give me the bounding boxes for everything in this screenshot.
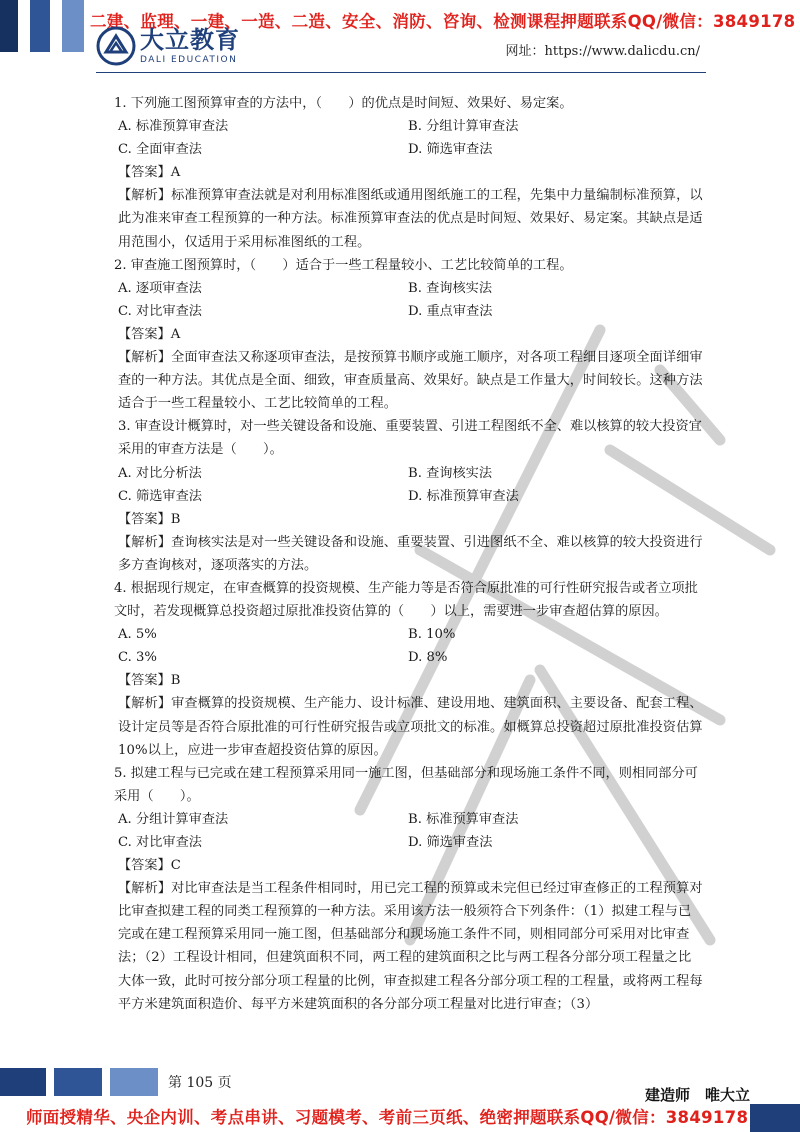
option-d: D. 标准预算审查法: [408, 488, 519, 504]
option-a: A. 分组计算审查法: [118, 811, 229, 827]
option-b: B. 查询核实法: [408, 280, 493, 296]
footer-block: [0, 1068, 46, 1096]
question-4: [114, 577, 704, 762]
option-c: C. 对比审查法: [118, 835, 202, 850]
header-divider: [96, 72, 706, 73]
option-d: D. 重点审查法: [408, 303, 493, 319]
answer: 【答案】B: [118, 511, 181, 527]
footer-block: [110, 1068, 158, 1096]
explanation: 【解析】标准预算审查法就是对利用标准图纸或通用图纸施工的工程，先集中力量编制标准预算，以此为准来审查工程预算的一种方法。标准预算审查法的优点是时间短、效果好、易定案。其缺点是适用范围小，仅适用于采用标准图纸的工程。: [118, 188, 703, 250]
question-stem: 3. 审查设计概算时，对一些关键设备和设施、重要装置、引进工程图纸不全、难以核算的较大投资宜采用的审查方法是（ ）。: [118, 419, 702, 458]
website-url[interactable]: 网址：https://www.dalicdu.cn/: [505, 44, 700, 59]
option-b: B. 标准预算审查法: [408, 811, 519, 827]
footer-corner-block: [750, 1104, 800, 1132]
option-a: A. 标准预算审查法: [118, 119, 229, 135]
dali-logo-icon: [96, 26, 136, 66]
option-c: C. 3%: [118, 650, 157, 666]
question-1: [114, 92, 704, 254]
top-contact-banner: 二建、监理、一建、一造、二造、安全、消防、咨询、检测课程押题联系QQ/微信：3849178: [90, 12, 796, 31]
question-stem: 2. 审查施工图预算时，（ ）适合于一些工程量较小、工艺比较简单的工程。: [114, 257, 573, 273]
logo-english-name: DALI EDUCATION: [140, 55, 238, 65]
options: [114, 623, 704, 669]
question-5: [114, 762, 704, 1016]
footer-block: [54, 1068, 102, 1096]
bottom-contact-banner: 师面授精华、央企内训、考点串讲、习题模考、考前三页纸、绝密押题联系QQ/微信：3849178: [26, 1108, 749, 1127]
answer: 【答案】A: [118, 326, 181, 342]
question-content: [114, 92, 704, 1016]
question-stem: 4. 根据现行规定，在审查概算的投资规模、生产能力等是否符合原批准的可行性研究报告或者立项批文时，若发现概算总投资超过原批准投资估算的（ ）以上，需要进一步审查超估算的原因。: [114, 580, 698, 620]
option-d: D. 筛选审查法: [408, 835, 493, 850]
options: [114, 115, 704, 161]
logo-text: [140, 26, 240, 66]
options: [114, 808, 704, 854]
question-3: [114, 415, 704, 577]
explanation: 【解析】查询核实法是对一些关键设备和设施、重要装置、引进图纸不全、难以核算的较大投资进行多方查询核对，逐项落实的方法。: [118, 534, 703, 573]
explanation: 【解析】全面审查法又称逐项审查法，是按预算书顺序或施工顺序，对各项工程细目逐项全面详细审查的一种方法。其优点是全面、细致，审查质量高、效果好。缺点是工作量大，时间较长。这种方法适合于一些工程量较小、工艺比较简单的工程。: [118, 350, 703, 412]
answer: 【答案】B: [118, 673, 181, 689]
page-number: 第 105 页: [168, 1075, 232, 1091]
footer-slogan: 建造师 唯大立: [644, 1086, 750, 1104]
option-c: C. 对比审查法: [118, 303, 202, 319]
answer: 【答案】A: [118, 165, 181, 181]
question-stem: 5. 拟建工程与已完或在建工程预算采用同一施工图，但基础部分和现场施工条件不同，则相同部分可采用（ ）。: [114, 765, 698, 804]
explanation: 【解析】对比审查法是当工程条件相同时，用已完工程的预算或未完但已经过审查修正的工程预算对比审查拟建工程的同类工程预算的一种方法。采用该方法一般须符合下列条件：（1）拟建工程与已完或在建工程预算采用同一施工图，但基础部分和现场施工条件不同，则相同部分可采用对比审查法；（2）工程设计相同，但建筑面积不同，两工程的建筑面积之比与两工程各分部分项工程量之比大体一致，此时可按分部分项工程量的比例，审查拟建工程各分部分项工程的工程量，或将两工程每平方米建筑面积造价、每平方米建筑面积的各分部分项工程量对比进行审查；（3）: [118, 881, 703, 1012]
options: [114, 462, 704, 508]
option-a: A. 5%: [118, 627, 157, 643]
option-d: D. 筛选审查法: [408, 142, 493, 158]
answer: 【答案】C: [118, 858, 181, 874]
option-b: B. 查询核实法: [408, 465, 493, 481]
option-b: B. 分组计算审查法: [408, 119, 519, 135]
explanation: 【解析】审查概算的投资规模、生产能力、设计标准、建设用地、建筑面积、主要设备、配套工程、设计定员等是否符合原批准的可行性研究报告或立项批文的标准。如概算总投资超过原批准投资估算10%以上，应进一步审查超投资估算的原因。: [118, 696, 703, 758]
option-a: A. 逐项审查法: [118, 280, 202, 296]
question-stem: 1. 下列施工图预算审查的方法中，（ ）的优点是时间短、效果好、易定案。: [114, 96, 573, 111]
question-2: [114, 254, 704, 416]
option-c: C. 全面审查法: [118, 142, 202, 158]
option-d: D. 8%: [408, 650, 448, 666]
options: [114, 277, 704, 323]
option-b: B. 10%: [408, 627, 456, 643]
option-a: A. 对比分析法: [118, 465, 202, 481]
logo-chinese-name: 大立教育: [140, 26, 240, 54]
option-c: C. 筛选审查法: [118, 488, 202, 504]
